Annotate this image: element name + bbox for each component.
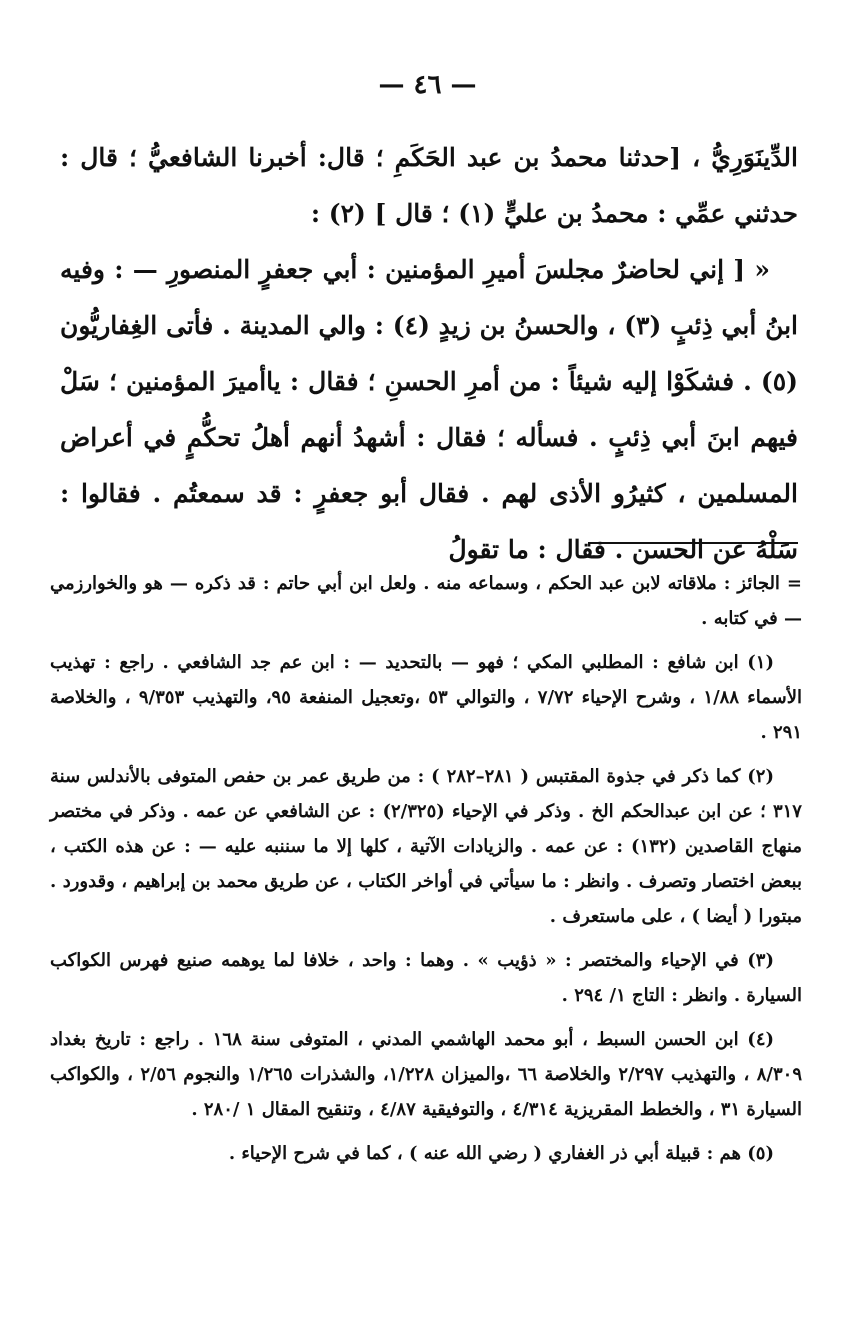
- main-paragraph-narration: « [ إني لحاضرٌ مجلسَ أميرِ المؤمنين : أبي جعفرٍ المنصورِ — : وفيه ابنُ أبي ذِئبٍ (٣) ، والحسنُ بن زيدٍ (٤) : والي المدينة . فأتى الغِفاريُّون (٥) . فشكَوْا إليه شيئاً : من أمرِ الحسنِ ؛ فقال : ياأميرَ المؤمنين ؛ سَلْ فيهم ابنَ أبي ذِئبٍ . فسأله ؛ فقال : أشهدُ أنهم أهلُ تحكُّمٍ في أعراض المسلمين ، كثيرُو الأذى لهم . فقال أبو جعفرٍ : قد سمعتُم . فقالوا : سَلْهُ عن الحسن . فقال : ما تقولُ: [60, 255, 799, 564]
- footnote-5: (٥) هم : قبيلة أبي ذر الغفاري ( رضي الله عنه ) ، كما في شرح الإحياء .: [228, 1143, 774, 1164]
- footnote-1: (١) ابن شافع : المطلبي المكي ؛ فهو — بالتحديد — : ابن عم جد الشافعي . راجع : تهذيب الأسماء ١/٨٨ ، وشرح الإحياء ٧/٧٢ ، والتوالي ٥٣ ،وتعجيل المنفعة ٩٥، والتهذيب ٩/٣٥٣ ، والخلاصة ٢٩١ .: [50, 652, 802, 743]
- footnote-2: (٢) كما ذكر في جذوة المقتبس ( ٢٨١–٢٨٢ ) : من طريق عمر بن حفص المتوفى بالأندلس سنة ٣١٧ ؛ عن ابن عبدالحكم الخ . وذكر في الإحياء (٢/٣٢٥) : عن الشافعي عن عمه . وذكر في مختصر منهاج القاصدين (١٣٢) : عن عمه . والزيادات الآتية ، كلها إلا ما سننبه عليه — : عن هذه الكتب ، ببعض اختصار وتصرف . وانظر : ما سيأتي في أواخر الكتاب ، عن طريق محمد بن إبراهيم ، وقدورد . مبتورا ( أيضا ) ، على ماستعرف .: [50, 766, 803, 927]
- main-paragraph-isnad: الدِّينَوَرِيُّ ، [حدثنا محمدُ بن عبد الحَكَمِ ؛ قال: أخبرنا الشافعيُّ ؛ قال : حدثني عمِّي : محمدُ بن عليٍّ (١) ؛ قال ] (٢) :: [60, 143, 798, 228]
- footnote-separator: [588, 542, 798, 544]
- page-number: — ٤٦ —: [378, 70, 477, 100]
- main-text: [60, 130, 798, 578]
- footnote-4: (٤) ابن الحسن السبط ، أبو محمد الهاشمي المدني ، المتوفى سنة ١٦٨ . راجع : تاريخ بغداد ٨/٣٠٩ ، والتهذيب ٢/٢٩٧ والخلاصة ٦٦ ،والميزان ١/٢٢٨، والشذرات ١/٢٦٥ والنجوم ٢/٥٦ ، والكواكب السيارة ٣١ ، والخطط المقريزية ٤/٣١٤ ، والتوفيقية ٤/٨٧ ، وتنقيح المقال ١ /٢٨٠ .: [50, 1029, 802, 1120]
- footnotes: [50, 566, 802, 1180]
- footnote-3: (٣) في الإحياء والمختصر : « ذؤيب » . وهما : واحد ، خلافا لما يوهمه صنيع فهرس الكواكب السيارة . وانظر : التاج ١/ ٢٩٤ .: [50, 950, 802, 1006]
- footnote-continuation: = الجائز : ملاقاته لابن عبد الحكم ، وسماعه منه . ولعل ابن أبي حاتم : قد ذكره — هو والخوارزمي — في كتابه .: [50, 573, 802, 629]
